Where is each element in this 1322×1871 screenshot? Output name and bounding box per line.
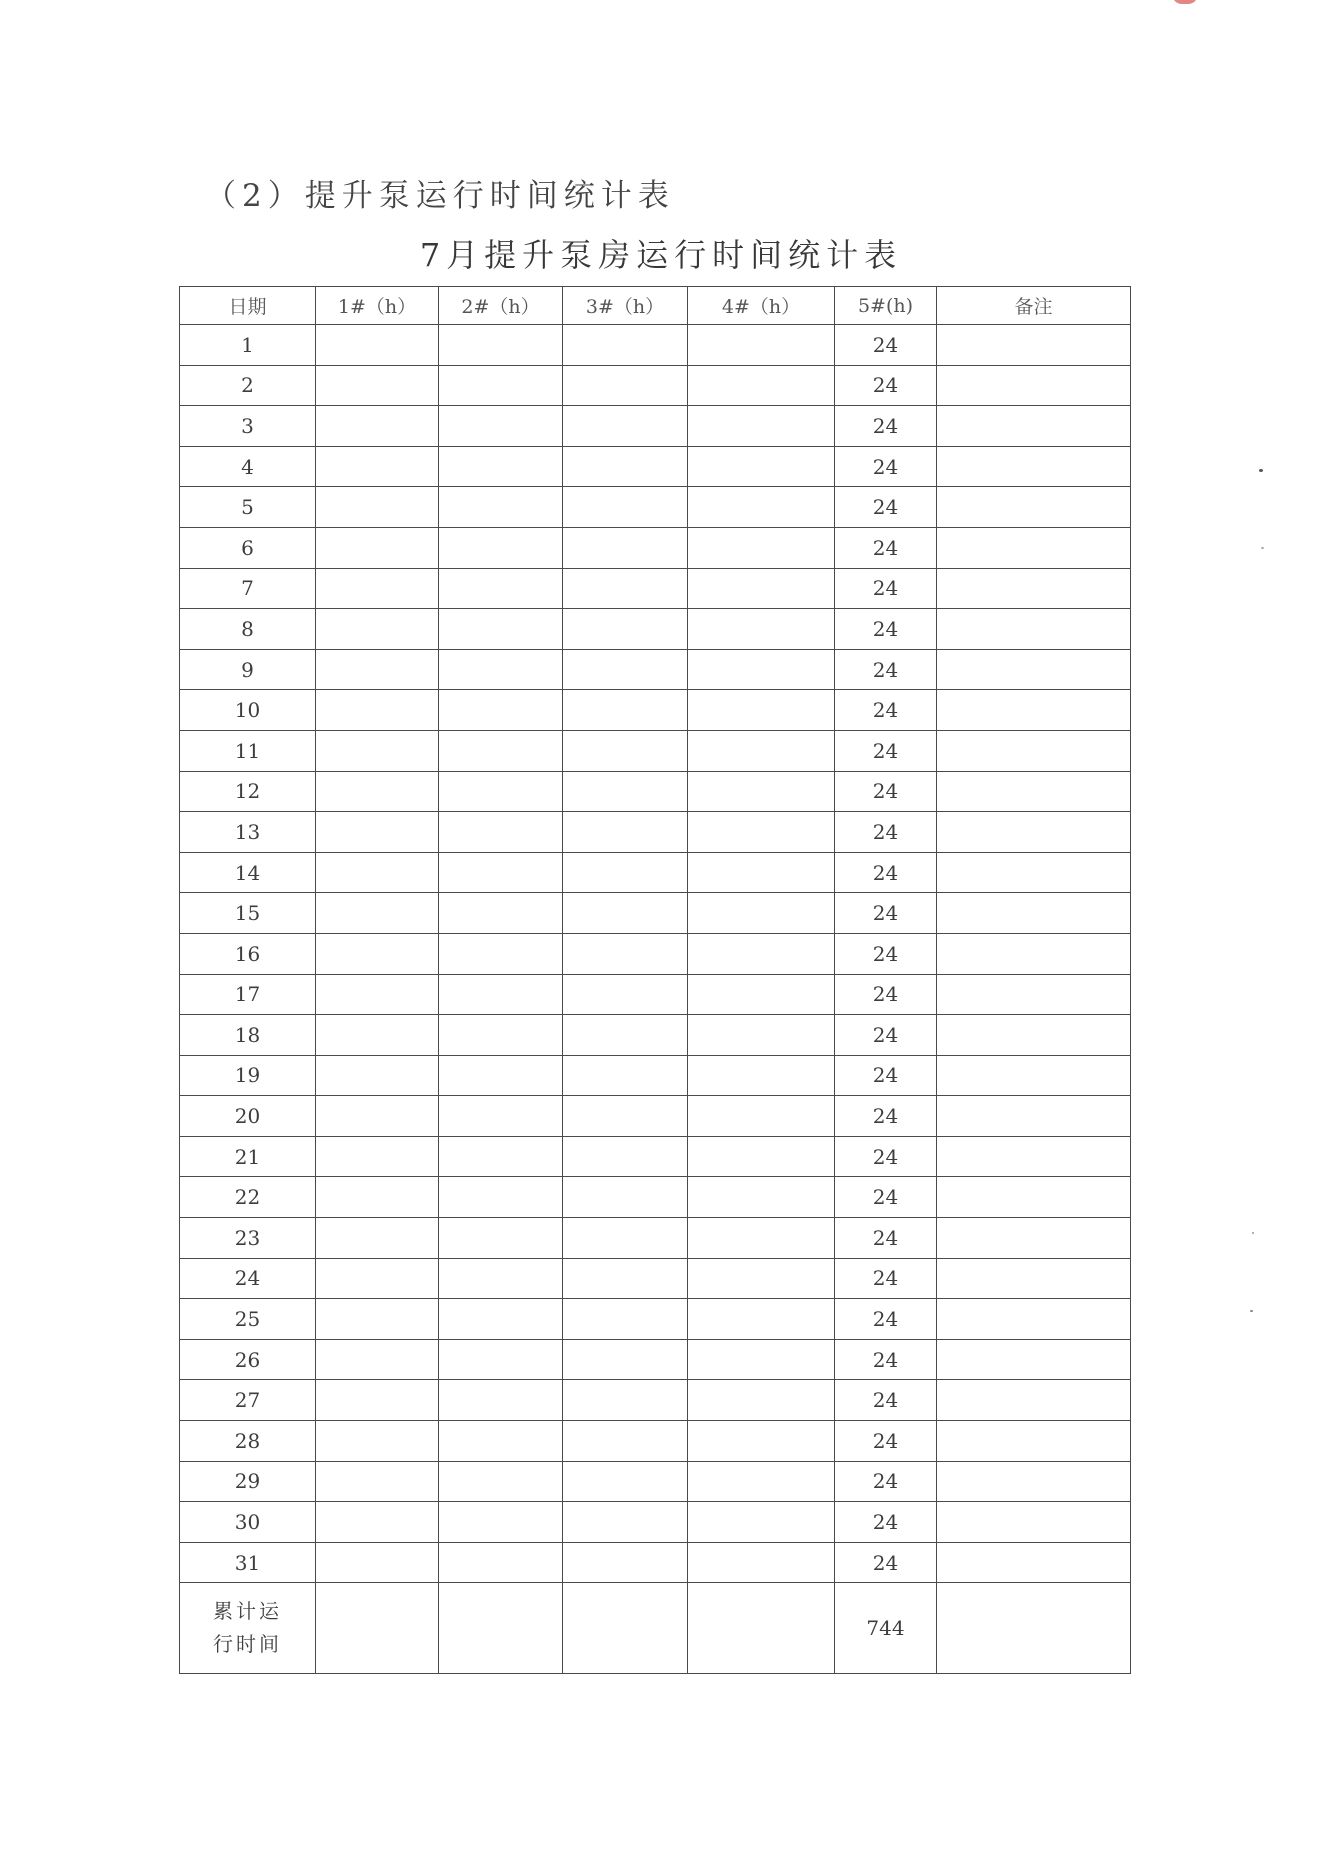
cell-pump-5: 24 — [835, 690, 937, 731]
cell-pump-1 — [316, 1096, 439, 1137]
cell-pump-5: 24 — [835, 609, 937, 650]
cell-pump-3 — [563, 1096, 688, 1137]
table-row — [180, 933, 1131, 974]
cell-pump-4 — [688, 812, 835, 853]
cell-pump-5: 24 — [835, 852, 937, 893]
cell-pump-1 — [316, 1055, 439, 1096]
cell-pump-1 — [316, 446, 439, 487]
cell-pump-2 — [439, 1502, 563, 1543]
table-row — [180, 446, 1131, 487]
cell-pump-4 — [688, 690, 835, 731]
cell-pump-4 — [688, 852, 835, 893]
cell-pump-4 — [688, 1055, 835, 1096]
cell-pump-2 — [439, 446, 563, 487]
cell-pump-1 — [316, 527, 439, 568]
cell-pump-5: 24 — [835, 974, 937, 1015]
total-pump-4 — [688, 1583, 835, 1674]
cell-pump-1 — [316, 568, 439, 609]
cell-note — [937, 974, 1131, 1015]
cell-pump-3 — [563, 446, 688, 487]
scan-speck — [1259, 469, 1263, 472]
cell-date: 7 — [180, 568, 316, 609]
table-row — [180, 1258, 1131, 1299]
cell-pump-5: 24 — [835, 812, 937, 853]
cell-date: 22 — [180, 1177, 316, 1218]
cell-pump-4 — [688, 1015, 835, 1056]
cell-pump-1 — [316, 1218, 439, 1259]
cell-pump-1 — [316, 974, 439, 1015]
cell-note — [937, 1096, 1131, 1137]
cell-pump-5: 24 — [835, 1380, 937, 1421]
cell-pump-2 — [439, 365, 563, 406]
cell-date: 2 — [180, 365, 316, 406]
cell-pump-1 — [316, 933, 439, 974]
cell-note — [937, 933, 1131, 974]
cell-pump-1 — [316, 1015, 439, 1056]
pump-runtime-table — [179, 286, 1131, 1674]
cell-pump-3 — [563, 1542, 688, 1583]
cell-date: 18 — [180, 1015, 316, 1056]
cell-pump-2 — [439, 487, 563, 528]
cell-pump-5: 24 — [835, 730, 937, 771]
cell-pump-2 — [439, 1421, 563, 1462]
cell-pump-4 — [688, 1299, 835, 1340]
cell-pump-4 — [688, 1096, 835, 1137]
cell-pump-5: 24 — [835, 446, 937, 487]
cell-pump-4 — [688, 933, 835, 974]
cell-note — [937, 649, 1131, 690]
table-row — [180, 1421, 1131, 1462]
cell-pump-1 — [316, 812, 439, 853]
cell-note — [937, 1380, 1131, 1421]
cell-pump-4 — [688, 1542, 835, 1583]
cell-note — [937, 893, 1131, 934]
cell-note — [937, 1218, 1131, 1259]
cell-pump-1 — [316, 1502, 439, 1543]
cell-pump-4 — [688, 609, 835, 650]
cell-pump-2 — [439, 1136, 563, 1177]
cell-pump-3 — [563, 365, 688, 406]
cell-pump-3 — [563, 609, 688, 650]
cell-pump-5: 24 — [835, 1542, 937, 1583]
cell-pump-3 — [563, 527, 688, 568]
cell-pump-1 — [316, 1258, 439, 1299]
cell-date: 20 — [180, 1096, 316, 1137]
cell-pump-2 — [439, 609, 563, 650]
cell-date: 3 — [180, 406, 316, 447]
cell-pump-2 — [439, 771, 563, 812]
cell-pump-3 — [563, 812, 688, 853]
cell-pump-3 — [563, 1502, 688, 1543]
header-pump-1: 1#（h） — [316, 287, 439, 325]
table-row — [180, 649, 1131, 690]
cell-note — [937, 1502, 1131, 1543]
cell-date: 21 — [180, 1136, 316, 1177]
cell-pump-1 — [316, 649, 439, 690]
cell-pump-1 — [316, 487, 439, 528]
cell-note — [937, 1339, 1131, 1380]
cell-pump-5: 24 — [835, 1055, 937, 1096]
cell-pump-2 — [439, 1299, 563, 1340]
scan-speck — [1261, 547, 1264, 549]
cell-pump-5: 24 — [835, 1096, 937, 1137]
cell-date: 4 — [180, 446, 316, 487]
cell-pump-5: 24 — [835, 1461, 937, 1502]
cell-note — [937, 325, 1131, 366]
cell-pump-5: 24 — [835, 527, 937, 568]
cell-pump-1 — [316, 365, 439, 406]
cell-pump-1 — [316, 406, 439, 447]
cell-pump-4 — [688, 527, 835, 568]
cell-pump-2 — [439, 1542, 563, 1583]
header-pump-4: 4#（h） — [688, 287, 835, 325]
table-row — [180, 1339, 1131, 1380]
table-row — [180, 527, 1131, 568]
cell-pump-4 — [688, 1502, 835, 1543]
total-pump-5: 744 — [835, 1583, 937, 1674]
cell-pump-3 — [563, 406, 688, 447]
cell-pump-3 — [563, 974, 688, 1015]
cell-note — [937, 1461, 1131, 1502]
cell-pump-2 — [439, 1177, 563, 1218]
cell-pump-5: 24 — [835, 1258, 937, 1299]
cell-date: 9 — [180, 649, 316, 690]
cell-pump-2 — [439, 974, 563, 1015]
cell-pump-4 — [688, 1136, 835, 1177]
cell-date: 30 — [180, 1502, 316, 1543]
cell-date: 13 — [180, 812, 316, 853]
cell-pump-1 — [316, 771, 439, 812]
cell-pump-1 — [316, 1177, 439, 1218]
cell-note — [937, 446, 1131, 487]
cell-pump-4 — [688, 568, 835, 609]
cell-pump-4 — [688, 1339, 835, 1380]
cell-date: 5 — [180, 487, 316, 528]
cell-pump-3 — [563, 1218, 688, 1259]
total-label-cell — [180, 1583, 316, 1674]
table-row — [180, 568, 1131, 609]
cell-note — [937, 1542, 1131, 1583]
cell-pump-3 — [563, 893, 688, 934]
scan-speck — [1252, 1232, 1254, 1234]
cell-pump-4 — [688, 1258, 835, 1299]
header-notes: 备注 — [937, 287, 1131, 325]
cell-pump-2 — [439, 406, 563, 447]
table-row — [180, 1461, 1131, 1502]
cell-date: 27 — [180, 1380, 316, 1421]
cell-pump-4 — [688, 893, 835, 934]
cell-pump-4 — [688, 730, 835, 771]
cell-pump-4 — [688, 1380, 835, 1421]
cell-date: 14 — [180, 852, 316, 893]
cell-pump-4 — [688, 1218, 835, 1259]
cell-note — [937, 1421, 1131, 1462]
table-row — [180, 730, 1131, 771]
cell-pump-5: 24 — [835, 406, 937, 447]
table-row — [180, 1542, 1131, 1583]
cell-pump-3 — [563, 325, 688, 366]
cell-date: 1 — [180, 325, 316, 366]
cell-pump-3 — [563, 852, 688, 893]
cell-pump-1 — [316, 893, 439, 934]
cell-pump-5: 24 — [835, 1015, 937, 1056]
cell-date: 8 — [180, 609, 316, 650]
table-row — [180, 1502, 1131, 1543]
cell-pump-2 — [439, 730, 563, 771]
cell-pump-1 — [316, 1339, 439, 1380]
cell-pump-2 — [439, 325, 563, 366]
cell-pump-1 — [316, 325, 439, 366]
table-row — [180, 1055, 1131, 1096]
cell-pump-2 — [439, 1461, 563, 1502]
table-row — [180, 365, 1131, 406]
cell-pump-1 — [316, 1136, 439, 1177]
cell-pump-5: 24 — [835, 1421, 937, 1462]
cell-pump-3 — [563, 1380, 688, 1421]
cell-pump-3 — [563, 1177, 688, 1218]
cell-pump-3 — [563, 771, 688, 812]
cell-date: 31 — [180, 1542, 316, 1583]
header-date: 日期 — [180, 287, 316, 325]
total-pump-2 — [439, 1583, 563, 1674]
cell-pump-3 — [563, 1421, 688, 1462]
cell-date: 17 — [180, 974, 316, 1015]
cell-pump-1 — [316, 1299, 439, 1340]
cell-date: 6 — [180, 527, 316, 568]
cell-pump-2 — [439, 1258, 563, 1299]
cell-pump-4 — [688, 771, 835, 812]
cell-pump-4 — [688, 1421, 835, 1462]
cell-pump-5: 24 — [835, 1136, 937, 1177]
cell-pump-4 — [688, 325, 835, 366]
cell-note — [937, 1299, 1131, 1340]
cell-date: 23 — [180, 1218, 316, 1259]
cell-pump-2 — [439, 527, 563, 568]
cell-pump-2 — [439, 933, 563, 974]
header-row — [180, 287, 1131, 325]
cell-pump-2 — [439, 1096, 563, 1137]
table-row — [180, 406, 1131, 447]
cell-date: 12 — [180, 771, 316, 812]
table-row — [180, 1299, 1131, 1340]
table-row — [180, 893, 1131, 934]
table-row — [180, 974, 1131, 1015]
cell-pump-5: 24 — [835, 933, 937, 974]
cell-pump-4 — [688, 1461, 835, 1502]
cell-pump-2 — [439, 852, 563, 893]
cell-date: 29 — [180, 1461, 316, 1502]
cell-pump-2 — [439, 1339, 563, 1380]
cell-pump-4 — [688, 446, 835, 487]
cell-pump-4 — [688, 365, 835, 406]
table-row — [180, 852, 1131, 893]
cell-pump-3 — [563, 690, 688, 731]
table-row — [180, 1380, 1131, 1421]
cell-pump-3 — [563, 1339, 688, 1380]
cell-pump-3 — [563, 1258, 688, 1299]
cell-date: 26 — [180, 1339, 316, 1380]
cell-pump-1 — [316, 1461, 439, 1502]
cell-pump-5: 24 — [835, 1177, 937, 1218]
cell-pump-1 — [316, 1380, 439, 1421]
total-pump-3 — [563, 1583, 688, 1674]
table-row — [180, 771, 1131, 812]
cell-pump-4 — [688, 487, 835, 528]
cell-note — [937, 1258, 1131, 1299]
cell-note — [937, 771, 1131, 812]
red-stamp-fragment — [1172, 0, 1198, 4]
cell-note — [937, 690, 1131, 731]
cell-pump-4 — [688, 406, 835, 447]
cell-pump-3 — [563, 649, 688, 690]
cell-pump-5: 24 — [835, 1502, 937, 1543]
cell-pump-4 — [688, 974, 835, 1015]
scan-speck — [1250, 1310, 1253, 1312]
header-pump-5: 5#(h) — [835, 287, 937, 325]
cell-pump-3 — [563, 933, 688, 974]
cell-pump-5: 24 — [835, 1299, 937, 1340]
table-row — [180, 609, 1131, 650]
cell-note — [937, 365, 1131, 406]
total-pump-1 — [316, 1583, 439, 1674]
cell-pump-5: 24 — [835, 771, 937, 812]
section-heading: （2）提升泵运行时间统计表 — [205, 178, 675, 214]
cell-pump-1 — [316, 730, 439, 771]
total-label: 累计运行时间 — [213, 1599, 282, 1657]
cell-pump-4 — [688, 649, 835, 690]
cell-pump-2 — [439, 1218, 563, 1259]
cell-date: 28 — [180, 1421, 316, 1462]
cell-note — [937, 406, 1131, 447]
total-row — [180, 1583, 1131, 1674]
cell-date: 24 — [180, 1258, 316, 1299]
cell-pump-2 — [439, 893, 563, 934]
cell-pump-3 — [563, 730, 688, 771]
table-row — [180, 1136, 1131, 1177]
cell-note — [937, 1177, 1131, 1218]
table-row — [180, 812, 1131, 853]
cell-pump-2 — [439, 649, 563, 690]
cell-date: 11 — [180, 730, 316, 771]
cell-pump-5: 24 — [835, 487, 937, 528]
cell-pump-5: 24 — [835, 365, 937, 406]
cell-pump-3 — [563, 1015, 688, 1056]
cell-pump-5: 24 — [835, 325, 937, 366]
cell-pump-3 — [563, 1055, 688, 1096]
cell-note — [937, 1055, 1131, 1096]
cell-pump-2 — [439, 568, 563, 609]
cell-pump-2 — [439, 1380, 563, 1421]
cell-pump-4 — [688, 1177, 835, 1218]
cell-pump-3 — [563, 1299, 688, 1340]
table-title: 7月提升泵房运行时间统计表 — [419, 236, 903, 274]
cell-pump-1 — [316, 1542, 439, 1583]
table-row — [180, 1177, 1131, 1218]
cell-pump-1 — [316, 609, 439, 650]
cell-note — [937, 852, 1131, 893]
table-row — [180, 690, 1131, 731]
cell-note — [937, 487, 1131, 528]
table-row — [180, 1015, 1131, 1056]
cell-pump-3 — [563, 568, 688, 609]
cell-note — [937, 812, 1131, 853]
cell-pump-5: 24 — [835, 649, 937, 690]
cell-pump-5: 24 — [835, 568, 937, 609]
cell-note — [937, 568, 1131, 609]
cell-pump-3 — [563, 1461, 688, 1502]
cell-date: 16 — [180, 933, 316, 974]
cell-pump-5: 24 — [835, 1218, 937, 1259]
cell-note — [937, 1136, 1131, 1177]
cell-pump-5: 24 — [835, 893, 937, 934]
cell-note — [937, 1015, 1131, 1056]
cell-note — [937, 609, 1131, 650]
cell-pump-2 — [439, 690, 563, 731]
cell-pump-1 — [316, 1421, 439, 1462]
total-note — [937, 1583, 1131, 1674]
cell-note — [937, 730, 1131, 771]
cell-pump-2 — [439, 1015, 563, 1056]
cell-date: 15 — [180, 893, 316, 934]
cell-date: 10 — [180, 690, 316, 731]
table-row — [180, 1218, 1131, 1259]
cell-date: 19 — [180, 1055, 316, 1096]
cell-pump-2 — [439, 812, 563, 853]
cell-pump-3 — [563, 487, 688, 528]
cell-pump-2 — [439, 1055, 563, 1096]
cell-date: 25 — [180, 1299, 316, 1340]
cell-pump-1 — [316, 690, 439, 731]
cell-note — [937, 527, 1131, 568]
cell-pump-3 — [563, 1136, 688, 1177]
table-row — [180, 487, 1131, 528]
cell-pump-5: 24 — [835, 1339, 937, 1380]
header-pump-3: 3#（h） — [563, 287, 688, 325]
table-row — [180, 325, 1131, 366]
table-row — [180, 1096, 1131, 1137]
header-pump-2: 2#（h） — [439, 287, 563, 325]
cell-pump-1 — [316, 852, 439, 893]
